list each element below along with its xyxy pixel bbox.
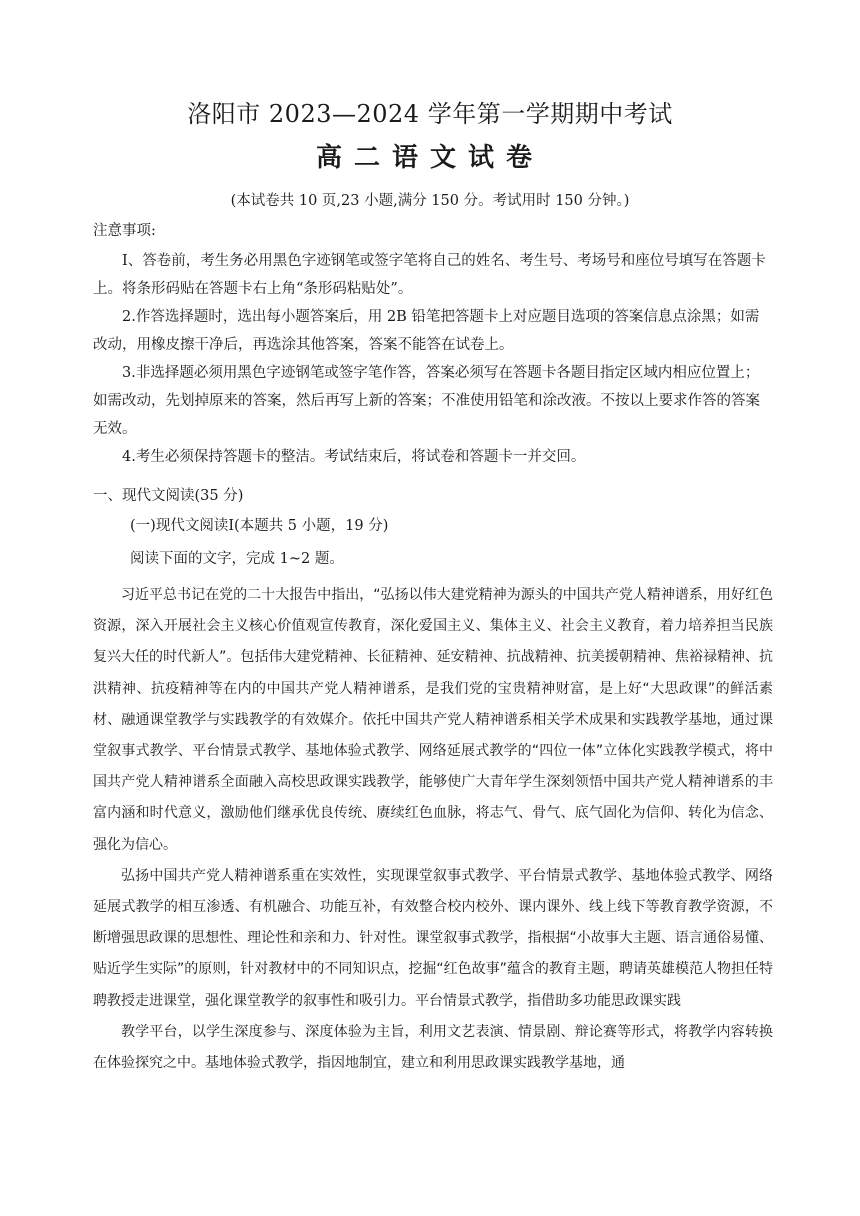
section-heading: 一、现代文阅读(35 分) xyxy=(93,488,244,504)
passage-paragraph: 习近平总书记在党的二十大报告中指出，“弘扬以伟大建党精神为源头的中国共产党人精神谱系，用好红色资源，深入开展社会主义核心价值观宣传教育，深化爱国主义、集体主义、社会主义教育，着力培养担当民族复兴大任的时代新人”。包括伟大建党精神、长征精神、延安精神、抗战精神、抗美援朝精神、焦裕禄精神、抗洪精神、抗疫精神等在内的中国共产党人精神谱系，是我们党的宝贵精神财富，是上好“大思政课”的鲜活素材、融通课堂教学与实践教学的有效媒介。依托中国共产党人精神谱系相关学术成果和实践教学基地，通过课堂叙事式教学、平台情景式教学、基地体验式教学、网络延展式教学的“四位一体”立体化实践教学模式，将中国共产党人精神谱系全面融入高校思政课实践教学，能够使广大青年学生深刻领悟中国共产党人精神谱系的丰富内涵和时代意义，激励他们继承优良传统、赓续红色血脉，将志气、骨气、底气固化为信仰、转化为信念、强化为信心。 xyxy=(93,587,773,853)
section-subheading: (一)现代文阅读Ⅰ(本题共 5 小题，19 分) xyxy=(130,518,389,534)
note-item: 3.非选择题必须用黑色字迹钢笔或签字笔作答，答案必须写在答题卡各题目指定区域内相应位置上；如需改动，先划掉原来的答案，然后再写上新的答案；不准使用铅笔和涂改液。不按以上要求作答的答案无效。 xyxy=(93,365,760,437)
note-item: 2.作答选择题时，选出每小题答案后，用 2B 铅笔把答题卡上对应题目选项的答案信息点涂黑；如需改动，用橡皮擦干净后，再选涂其他答案，答案不能答在试卷上。 xyxy=(93,309,760,353)
passage-paragraph: 教学平台，以学生深度参与、深度体验为主旨，利用文艺表演、情景剧、辩论赛等形式，将教学内容转换在体验探究之中。基地体验式教学，指因地制宜，建立和利用思政课实践教学基地，通 xyxy=(93,1023,773,1072)
note-item: Ⅰ、答卷前，考生务必用黑色字迹钢笔或签字笔将自己的姓名、考生号、考场号和座位号填写在答题卡上。将条形码贴在答题卡右上角“条形码粘贴处”。 xyxy=(93,253,766,297)
passage-paragraph: 弘扬中国共产党人精神谱系重在实效性，实现课堂叙事式教学、平台情景式教学、基地体验式教学、网络延展式教学的相互渗透、有机融合、功能互补，有效整合校内校外、课内课外、线上线下等教育教学资源，不断增强思政课的思想性、理论性和亲和力、针对性。课堂叙事式教学，指根据“小故事大主题、语言通俗易懂、贴近学生实际”的原则，针对教材中的不同知识点，挖掘“红色故事”蕴含的教育主题，聘请英雄模范人物担任特聘教授走进课堂，强化课堂教学的叙事性和吸引力。平台情景式教学，指借助多功能思政课实践 xyxy=(93,867,773,1009)
exam-subtitle: 高二语文试卷 xyxy=(315,143,544,173)
exam-info: (本试卷共 10 页,23 小题,满分 150 分。考试用时 150 分钟。) xyxy=(230,193,630,209)
notes-heading: 注意事项: xyxy=(93,223,156,239)
reading-instruction: 阅读下面的文字，完成 1~2 题。 xyxy=(130,551,344,567)
exam-title: 洛阳市 2023—2024 学年第一学期期中考试 xyxy=(187,100,673,128)
note-item: 4.考生必须保持答题卡的整洁。考试结束后，将试卷和答题卡一并交回。 xyxy=(122,449,586,465)
reading-passage xyxy=(93,580,773,1079)
notes-list xyxy=(93,247,773,471)
